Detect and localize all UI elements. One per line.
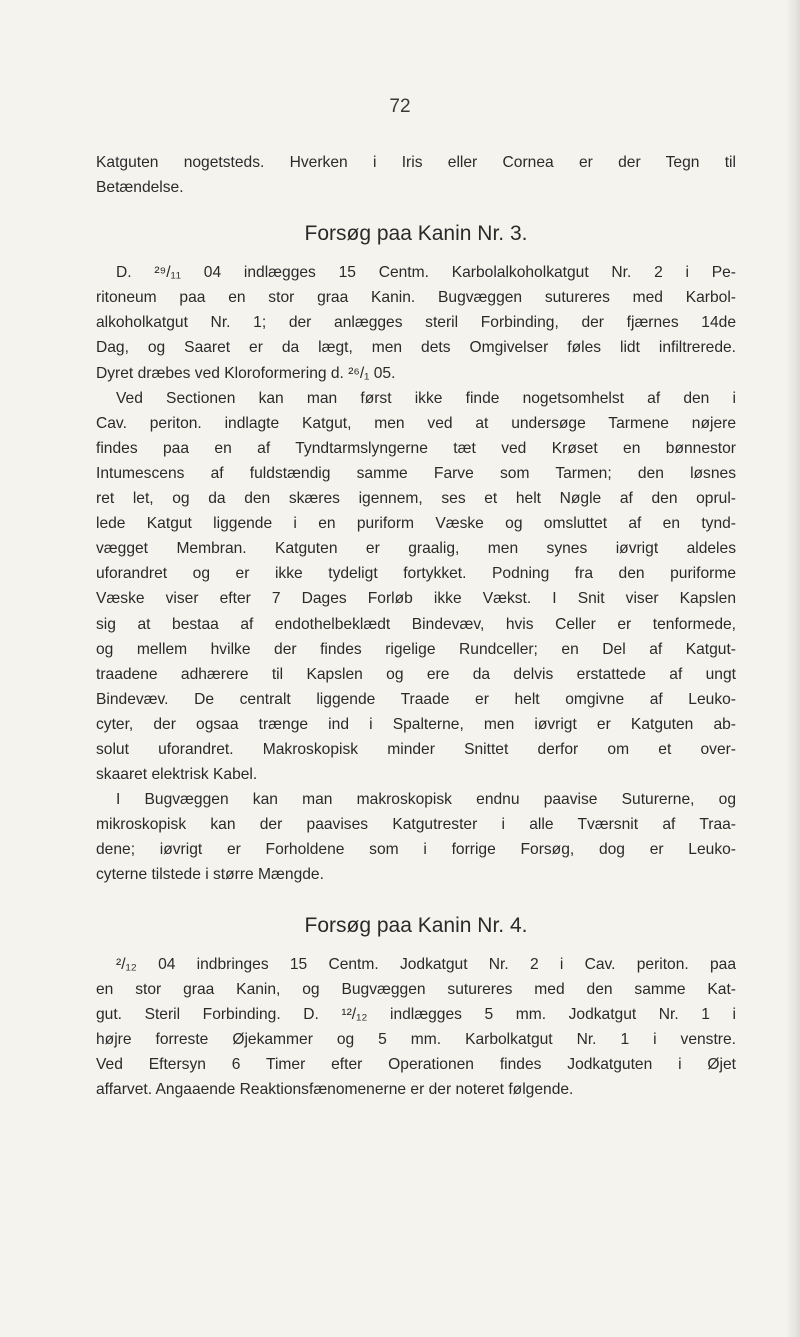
text-line: ritoneum paa en stor graa Kanin. Bugvæggen sutureres med Karbol- — [96, 289, 736, 307]
text-line: Katguten nogetsteds. Hverken i Iris eller Cornea er der Tegn til — [96, 154, 736, 171]
section-heading: Forsøg paa Kanin Nr. 3. — [304, 222, 528, 246]
text-line: cyterne tilstede i større Mængde. — [96, 866, 324, 884]
text-line: højre forreste Øjekammer og 5 mm. Karbolkatgut Nr. 1 i venstre. — [96, 1030, 736, 1048]
text-line: Betændelse. — [96, 179, 184, 197]
text-line: en stor graa Kanin, og Bugvæggen sutureres med den samme Kat- — [96, 980, 736, 998]
page-body — [96, 150, 736, 1102]
text-line: findes paa en af Tyndtarmslyngerne tæt ved Krøset en bønnestor — [96, 439, 736, 457]
text-line: lede Katgut liggende i en puriform Væske og omsluttet af en tynd- — [96, 515, 736, 533]
text-line: I Bugvæggen kan man makroskopisk endnu paavise Suturerne, og — [116, 791, 736, 809]
section-heading: Forsøg paa Kanin Nr. 4. — [304, 913, 528, 937]
text-line: alkoholkatgut Nr. 1; der anlægges steril Forbinding, der fjærnes 14de — [96, 314, 736, 332]
text-line: ²/₁₂ 04 indbringes 15 Centm. Jodkatgut Nr. 2 i Cav. periton. paa — [116, 955, 736, 973]
text-line: traadene adhærere til Kapslen og ere da delvis erstattede af ungt — [96, 665, 736, 683]
text-line: affarvet. Angaaende Reaktionsfænomenerne er der noteret følgende. — [96, 1081, 574, 1098]
text-line: Dag, og Saaret er da lægt, men dets Omgivelser føles lidt infiltrerede. — [96, 339, 736, 357]
text-line: solut uforandret. Makroskopisk minder Snittet derfor om et over- — [96, 740, 736, 758]
text-line: Intumescens af fuldstændig samme Farve som Tarmen; den løsnes — [96, 464, 736, 482]
text-line: gut. Steril Forbinding. D. ¹²/₁₂ indlægges 5 mm. Jodkatgut Nr. 1 i — [96, 1005, 736, 1023]
text-line: uforandret og er ikke tydeligt fortykket. Podning fra den puriforme — [96, 565, 736, 583]
text-line: cyter, der ogsaa trænge ind i Spalterne, men iøvrigt er Katguten ab- — [96, 715, 736, 733]
page-number: 72 — [389, 96, 411, 117]
text-line: Ved Eftersyn 6 Timer efter Operationen findes Jodkatguten i Øjet — [96, 1055, 736, 1073]
text-line: ret let, og da den skæres igennem, ses et helt Nøgle af den oprul- — [96, 490, 736, 508]
text-line: Bindevæv. De centralt liggende Traade er helt omgivne af Leuko- — [96, 690, 736, 708]
text-line: mikroskopisk kan der paavises Katgutrester i alle Tværsnit af Traa- — [96, 816, 736, 834]
text-line: vægget Membran. Katguten er graalig, men synes iøvrigt aldeles — [96, 540, 736, 558]
text-line: sig at bestaa af endothelbeklædt Bindevæv, hvis Celler er tenformede, — [96, 615, 736, 633]
text-line: Cav. periton. indlagte Katgut, men ved at undersøge Tarmene nøjere — [96, 414, 736, 432]
page-edge-shadow — [786, 0, 800, 1337]
text-line: Væske viser efter 7 Dages Forløb ikke Vækst. I Snit viser Kapslen — [96, 590, 736, 608]
text-line: dene; iøvrigt er Forholdene som i forrige Forsøg, dog er Leuko- — [96, 841, 736, 859]
text-line: Dyret dræbes ved Kloroformering d. ²⁶/₁ 05. — [96, 364, 396, 382]
text-line: og mellem hvilke der findes rigelige Rundceller; en Del af Katgut- — [96, 640, 736, 658]
text-line: Ved Sectionen kan man først ikke finde nogetsomhelst af den i — [116, 389, 736, 407]
text-line: skaaret elektrisk Kabel. — [96, 766, 258, 784]
text-line: D. ²⁹/₁₁ 04 indlægges 15 Centm. Karbolalkoholkatgut Nr. 2 i Pe- — [116, 264, 736, 282]
